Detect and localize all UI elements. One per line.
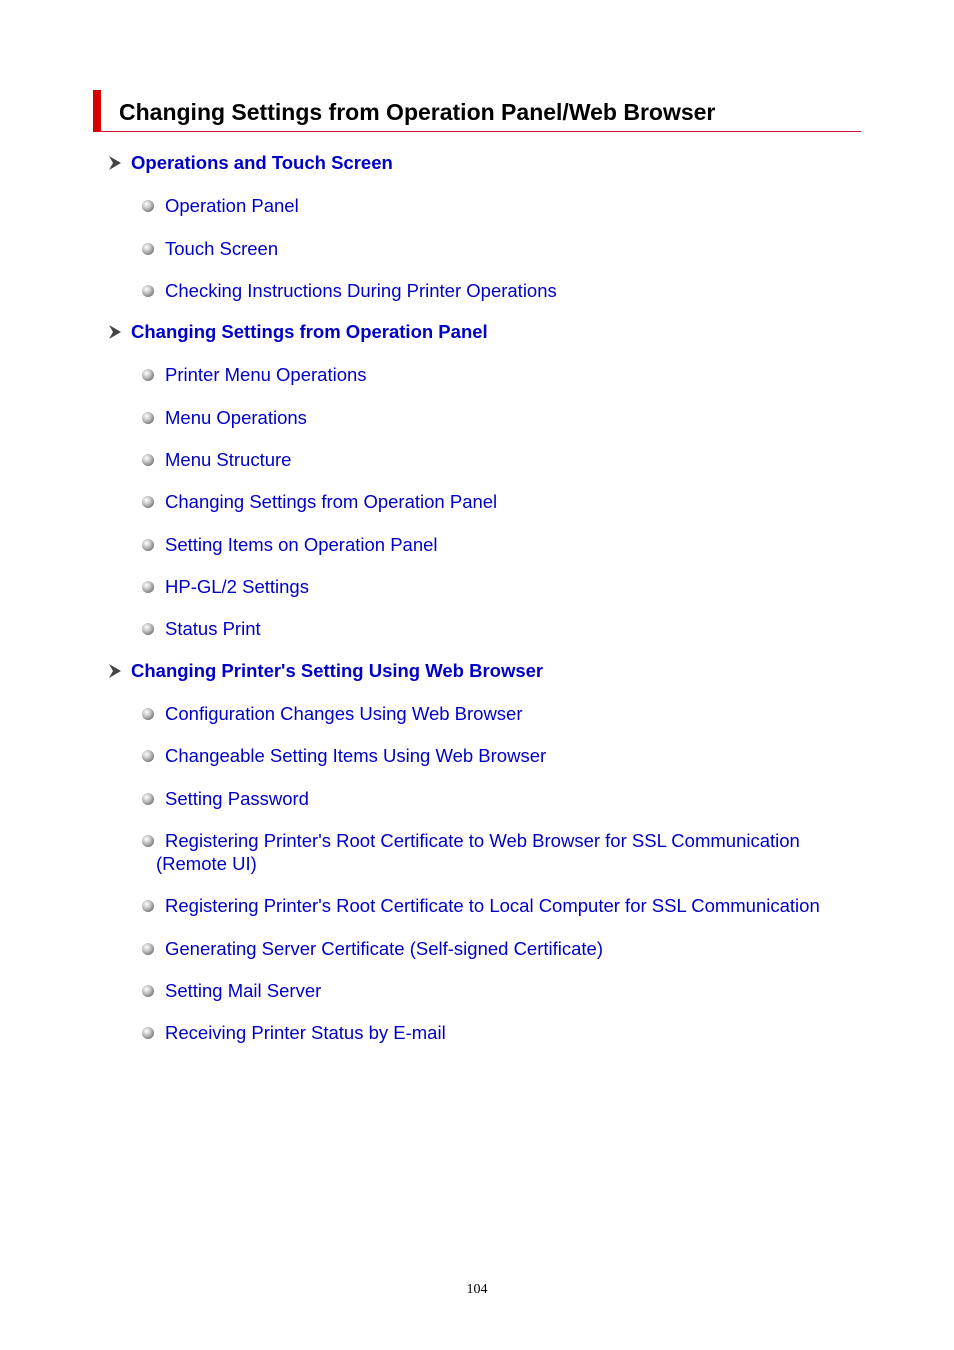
arrow-right-icon: [108, 663, 122, 679]
bullet-icon: [142, 708, 154, 720]
link-root-certificate-local-computer[interactable]: Registering Printer's Root Certificate to Local Computer for SSL Communication: [165, 895, 820, 916]
page-title-text: Changing Settings from Operation Panel/Web Browser: [119, 99, 716, 125]
link-root-certificate-web-browser[interactable]: Registering Printer's Root Certificate to Web Browser for SSL Communication (Remote UI): [156, 830, 800, 874]
bullet-icon: [142, 985, 154, 997]
link-menu-operations[interactable]: Menu Operations: [165, 407, 307, 428]
list-item: [142, 194, 854, 217]
bullet-icon: [142, 943, 154, 955]
bullet-icon: [142, 369, 154, 381]
bullet-icon: [142, 200, 154, 212]
page-title: [93, 90, 861, 132]
link-setting-password[interactable]: Setting Password: [165, 788, 309, 809]
list-item: [142, 1021, 854, 1044]
title-accent-bar: [93, 90, 101, 132]
bullet-icon: [142, 750, 154, 762]
arrow-right-icon: [108, 155, 122, 171]
bullet-icon: [142, 243, 154, 255]
bullet-icon: [142, 793, 154, 805]
bullet-icon: [142, 900, 154, 912]
bullet-icon: [142, 285, 154, 297]
list-item: [142, 937, 854, 960]
list-item: [142, 237, 854, 260]
link-generating-server-certificate[interactable]: Generating Server Certificate (Self-signed Certificate): [165, 938, 604, 959]
bullet-icon: [142, 835, 154, 847]
list-item: [142, 702, 854, 725]
list-item: [142, 979, 854, 1002]
link-operation-panel[interactable]: Operation Panel: [165, 195, 299, 216]
list-item: [142, 406, 854, 429]
list-item: [142, 279, 854, 302]
list-item: [142, 829, 854, 875]
list-item: [142, 787, 854, 810]
link-menu-structure[interactable]: Menu Structure: [165, 449, 292, 470]
link-setting-items-operation-panel[interactable]: Setting Items on Operation Panel: [165, 534, 438, 555]
bullet-icon: [142, 496, 154, 508]
list-item: [142, 575, 854, 598]
list-item: [142, 533, 854, 556]
link-receiving-printer-status-email[interactable]: Receiving Printer Status by E-mail: [165, 1022, 446, 1043]
section-link-changing-printer-setting-web-browser[interactable]: Changing Printer's Setting Using Web Browser: [131, 660, 544, 681]
link-printer-menu-operations[interactable]: Printer Menu Operations: [165, 364, 367, 385]
link-changing-settings-from-operation-panel[interactable]: Changing Settings from Operation Panel: [165, 491, 498, 512]
link-checking-instructions[interactable]: Checking Instructions During Printer Operations: [165, 280, 557, 301]
bullet-icon: [142, 623, 154, 635]
list-item: [142, 617, 854, 640]
link-touch-screen[interactable]: Touch Screen: [165, 238, 279, 259]
list-item: [142, 448, 854, 471]
arrow-right-icon: [108, 324, 122, 340]
bullet-icon: [142, 454, 154, 466]
page-number: 104: [466, 1282, 488, 1297]
bullet-icon: [142, 539, 154, 551]
section-link-operations-touch-screen[interactable]: Operations and Touch Screen: [131, 152, 393, 173]
section-link-changing-settings-operation-panel[interactable]: Changing Settings from Operation Panel: [131, 321, 488, 342]
list-item: [142, 894, 854, 917]
link-changeable-setting-items-web-browser[interactable]: Changeable Setting Items Using Web Browser: [165, 745, 547, 766]
bullet-icon: [142, 412, 154, 424]
list-item: [142, 363, 854, 386]
link-configuration-changes-web-browser[interactable]: Configuration Changes Using Web Browser: [165, 703, 523, 724]
link-setting-mail-server[interactable]: Setting Mail Server: [165, 980, 322, 1001]
link-status-print[interactable]: Status Print: [165, 618, 261, 639]
bullet-icon: [142, 581, 154, 593]
list-item: [142, 490, 854, 513]
link-hpgl2-settings[interactable]: HP-GL/2 Settings: [165, 576, 309, 597]
list-item: [142, 744, 854, 767]
bullet-icon: [142, 1027, 154, 1039]
